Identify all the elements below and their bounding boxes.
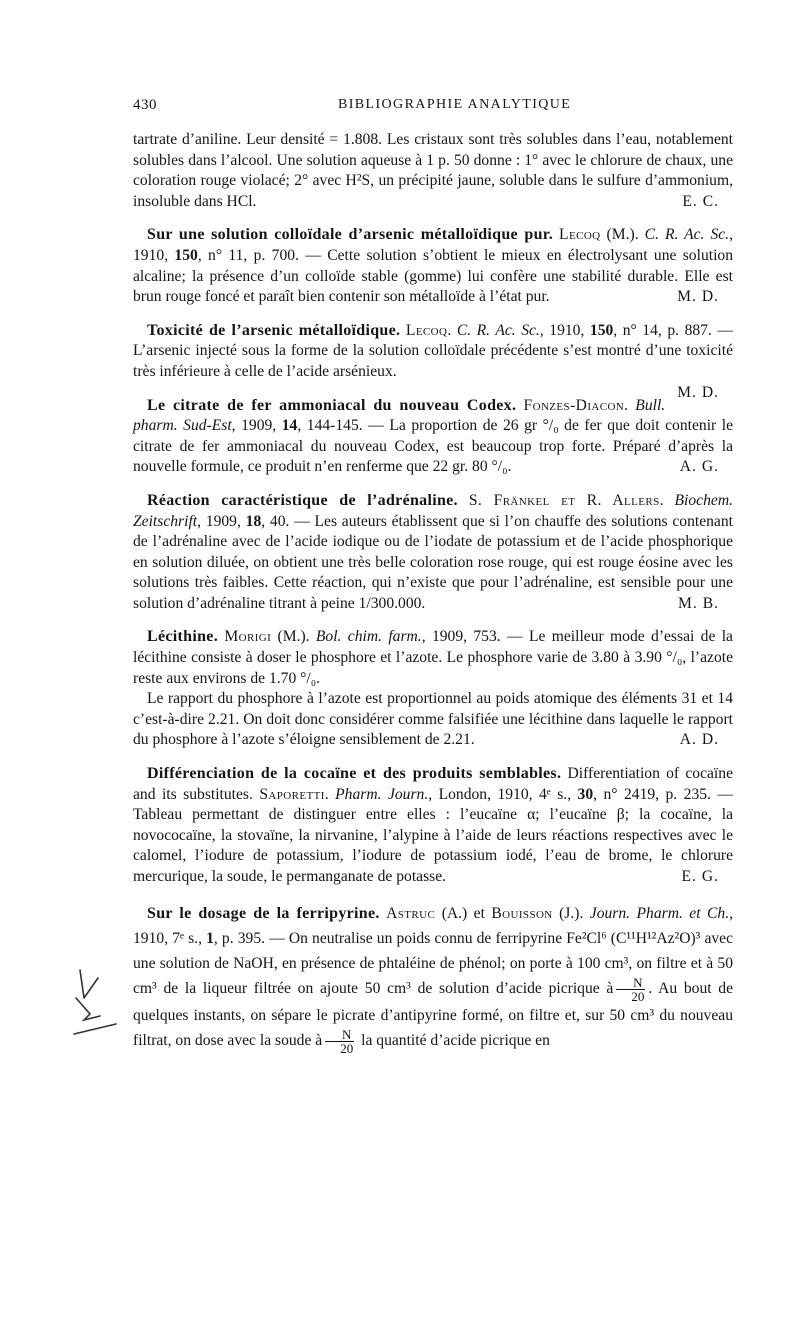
entry-journal: C. R. Ac. Sc. xyxy=(456,321,540,339)
entry-title: Sur le dosage de la ferripyrine. xyxy=(147,904,380,922)
entry-text: Lécithine. Morigi (M.). Bol. chim. farm., 1909, 753. — Le meilleur mode d’essai de la lécithine consiste à doser le phosphore et l’azote. Le phosphore varie de 3.80 à 3.90 °/₀, l’azote reste aux environs de 1.70 °/₀. xyxy=(133,628,733,687)
entry-journal: C. R. Ac. Sc. xyxy=(644,226,730,244)
entry-author: Lecoq xyxy=(405,321,448,339)
bibliography-entry xyxy=(133,396,733,478)
entry-signature: E. C. xyxy=(682,192,719,210)
entry-title: Le citrate de fer ammoniacal du nouveau Codex. xyxy=(147,396,517,414)
bibliography-entry xyxy=(133,901,733,1055)
bibliography-entry xyxy=(133,491,733,615)
entry-volume: 1 xyxy=(206,929,214,947)
entry-signature: A. G. xyxy=(679,458,719,476)
entry-author: Morigi xyxy=(224,628,272,646)
bibliography-entry xyxy=(133,627,733,751)
entry-volume: 30 xyxy=(577,785,594,803)
entry-author: Lecoq xyxy=(559,226,601,244)
bibliography-entry xyxy=(133,764,733,888)
entry-text: Toxicité de l’arsenic métalloïdique. Lecoq. C. R. Ac. Sc., 1910, 150, n° 14, p. 887. — L’arsenic injecté sous la forme de la solution colloïdale précédente s’est montré d’une toxicité très inférieure à celle de l’acide arsénieux. xyxy=(133,321,733,380)
entry-volume: 150 xyxy=(174,246,198,264)
entry-author: S. Fränkel et R. Allers xyxy=(468,491,660,509)
entry-journal: Biochem. Zeitschrift xyxy=(133,491,733,530)
entry-author: Saporetti xyxy=(259,785,325,803)
entry-title: Toxicité de l’arsenic métalloïdique. xyxy=(147,321,401,339)
bibliography-entry xyxy=(133,321,733,401)
entry-title: Sur une solution colloïdale d’arsenic métalloïdique pur. xyxy=(147,226,554,244)
entry-text: tartrate d’aniline. Leur densité = 1.808. Les cristaux sont très solubles dans l’eau, notablement solubles dans l’alcool. Une solution aqueuse à 1 p. 50 donne : 1° avec le chlorure de chaux, une coloration rouge violacé; 2° avec H²S, un précipité jaune, soluble dans le sulfure d’ammonium, insoluble dans HCl. E. C. xyxy=(133,130,733,212)
entry-volume: 14 xyxy=(281,417,298,435)
entry-text: Réaction caractéristique de l’adrénaline. S. Fränkel et R. Allers. Biochem. Zeitschrift, 1909, 18, 40. — Les auteurs établissent que si l’on chauffe des solutions contenant de l’adrénaline avec de l’acide iodique ou de l’iodate de potassium et de l’acide phosphorique en solution diluée, on obtient une très belle coloration rose rouge, qui est rouge éosine avec les solutions très faibles. Cette réaction, qui n’existe que pour l’adrénaline, est sensible pour une solution d’adrénaline titrant à peine 1/300.000. M. B. xyxy=(133,491,733,615)
entry-journal: Bol. chim. farm. xyxy=(315,628,422,646)
entry-signature: M. D. xyxy=(677,383,719,401)
entry-title: Différenciation de la cocaïne et des produits semblables. xyxy=(147,765,562,783)
entry-volume: 18 xyxy=(245,512,262,530)
entry-author: Astruc xyxy=(386,904,436,922)
entry-text-continued: Le rapport du phosphore à l’azote est proportionnel au poids atomique des éléments 31 et 14 c’est-à-dire 2.21. On doit donc considérer comme falsifiée une lécithine dans laquelle le rapport du phosphore à l’azote s’éloigne sensiblement de 2.21. A. D. xyxy=(133,689,733,751)
entry-author: Fonzes-Diacon xyxy=(523,396,625,414)
page-header xyxy=(133,97,733,119)
entry-journal: Pharm. Journ. xyxy=(335,785,429,803)
fraction-n-over-20: $\frac{N}{20}$ xyxy=(325,1028,354,1055)
entry-text: Sur une solution colloïdale d’arsenic métalloïdique pur. Lecoq (M.). C. R. Ac. Sc., 1910, 150, n° 11, p. 700. — Cette solution s’obtient le mieux en électrolysant une solution alcaline; la présence d’un colloïde stable (gomme) lui confère une stabilité durable. Elle est brun rouge foncé et paraît bien contenir son métalloïde à l’état pur. M. D. xyxy=(133,225,733,307)
entry-volume: 150 xyxy=(589,321,614,339)
fraction-n-over-20: $\frac{N}{20}$ xyxy=(616,976,645,1003)
entry-author-2: Bouisson xyxy=(491,904,553,922)
entry-text: Le citrate de fer ammoniacal du nouveau Codex. Fonzes-Diacon. Bull. pharm. Sud-Est, 1909, 14, 144-145. — La proportion de 26 gr °/₀ de fer que doit contenir le citrate de fer ammoniacal du nouveau Codex, est beaucoup trop forte. Préparé d’après la nouvelle formule, ce produit n’en renferme que 22 gr. 80 °/₀. A. G. xyxy=(133,396,733,478)
handwritten-margin-mark-icon xyxy=(70,968,120,1038)
entry-journal: Journ. Pharm. et Ch. xyxy=(589,904,730,922)
entry-title: Lécithine. xyxy=(147,628,218,646)
entry-text: Différenciation de la cocaïne et des produits semblables. Differentiation of cocaïne and its substitutes. Saporetti. Pharm. Journ., London, 1910, 4ᵉ s., 30, n° 2419, p. 235. — Tableau permettant de distinguer entre elles : l’eucaïne α; l’eucaïne β; la cocaïne, la novococaïne, la stovaïne, la nirvanine, l’alypine à l’aide de leurs réactions respectives avec le calomel, l’iodure de potassium, l’iodure de potassium iodé, l’eau de brome, le chlorure mercurique, la soude, le permanganate de potasse. E. G. xyxy=(133,764,733,888)
bibliography-entry xyxy=(133,130,733,212)
page-body xyxy=(133,130,733,1068)
entry-signature: E. G. xyxy=(681,868,719,885)
page-number: 430 xyxy=(133,97,157,113)
running-title: BIBLIOGRAPHIE ANALYTIQUE xyxy=(338,97,572,112)
entry-text: Sur le dosage de la ferripyrine. Astruc (A.) et Bouisson (J.). Journ. Pharm. et Ch., 1910, 7ᵉ s., 1, p. 395. — On neutralise un poids connu de ferripyrine Fe²Cl⁶ (C¹¹H¹²Az²O)³ avec une solution de NaOH, en présence de phtaléine de phénol; on porte à 100 cm³, on filtre et à 50 cm³ de la liqueur filtrée on ajoute 50 cm³ de solution d’acide picrique à $\frac{N}{20}$ . Au bout de quelques instants, on sépare le picrate d’antipyrine formé, on filtre et, sur 50 cm³ du nouveau filtrat, on dose avec la soude à $\frac{N}{20}$ la quantité d’acide picrique en xyxy=(133,904,734,1056)
entry-signature: M. D. xyxy=(677,288,719,306)
entry-signature: A. D. xyxy=(679,731,719,749)
entry-title: Réaction caractéristique de l’adrénaline. xyxy=(147,491,458,509)
entry-journal: Bull. pharm. Sud-Est xyxy=(133,396,666,435)
bibliography-entry xyxy=(133,225,733,307)
entry-signature: M. B. xyxy=(678,594,719,612)
